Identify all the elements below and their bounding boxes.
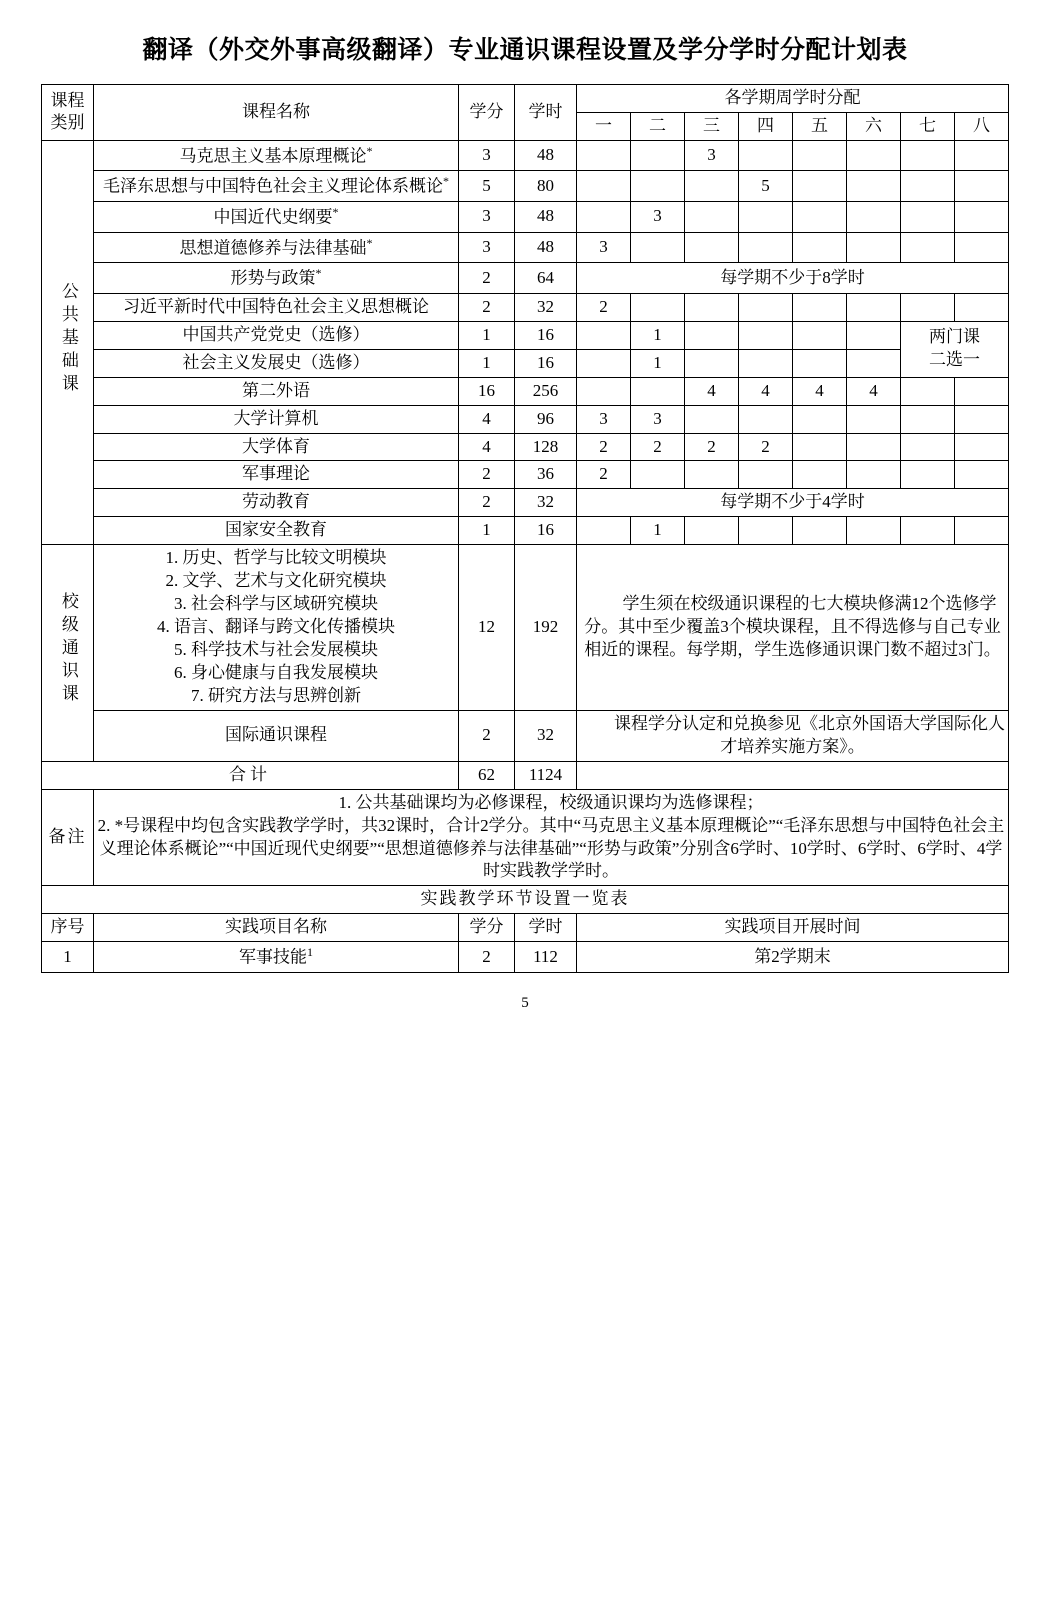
practice-section-title: 实践教学环节设置一览表 xyxy=(42,886,1009,914)
term-cell-4: 2 xyxy=(739,433,793,461)
term-cell-2: 3 xyxy=(631,202,685,233)
table-row xyxy=(42,710,1009,761)
term-cell-6 xyxy=(847,293,901,321)
term-cell-6 xyxy=(847,461,901,489)
table-row xyxy=(42,140,1009,171)
term-cell-4 xyxy=(739,405,793,433)
course-hours: 16 xyxy=(515,517,577,545)
term-cell-3 xyxy=(685,349,739,377)
term-cell-8 xyxy=(955,140,1009,171)
term-cell-6 xyxy=(847,140,901,171)
term-cell-3: 4 xyxy=(685,377,739,405)
course-hours: 192 xyxy=(515,545,577,711)
term-cell-4 xyxy=(739,140,793,171)
star-mark: * xyxy=(332,205,339,220)
term-cell-4 xyxy=(739,293,793,321)
term-cell-3 xyxy=(685,461,739,489)
term-cell-3: 3 xyxy=(685,140,739,171)
elective-pair-note-line2: 二选一 xyxy=(929,350,980,370)
table-row xyxy=(42,263,1009,294)
course-hours: 80 xyxy=(515,171,577,202)
term-cell-5 xyxy=(793,321,847,349)
term-cell-4 xyxy=(739,202,793,233)
term-cell-6 xyxy=(847,349,901,377)
term-cell-1 xyxy=(577,171,631,202)
term-cell-2 xyxy=(631,377,685,405)
term-cell-1: 2 xyxy=(577,293,631,321)
practice-section-title-row xyxy=(42,886,1009,914)
course-credits: 5 xyxy=(459,171,515,202)
term-cell-8 xyxy=(955,377,1009,405)
table-row xyxy=(42,232,1009,263)
term-cell-1 xyxy=(577,140,631,171)
term-cell-3 xyxy=(685,293,739,321)
course-hours: 256 xyxy=(515,377,577,405)
table-row xyxy=(42,405,1009,433)
header-category-line2: 类别 xyxy=(50,113,85,133)
term-cell-3 xyxy=(685,405,739,433)
course-credits: 2 xyxy=(459,293,515,321)
term-cell-7 xyxy=(901,202,955,233)
course-credits: 2 xyxy=(459,263,515,294)
term-cell-5 xyxy=(793,171,847,202)
term-cell-2: 1 xyxy=(631,321,685,349)
practice-credits: 2 xyxy=(459,942,515,973)
term-cell-7 xyxy=(901,461,955,489)
term-cell-2: 1 xyxy=(631,349,685,377)
remark-line-1: 1. 公共基础课均为必修课程，校级通识课均为选修课程； xyxy=(338,792,764,812)
term-cell-1: 3 xyxy=(577,232,631,263)
header-category-line1: 课程 xyxy=(50,90,85,110)
practice-header-hours: 学时 xyxy=(515,914,577,942)
course-credits: 4 xyxy=(459,433,515,461)
elective-pair-note-line1: 两门课 xyxy=(929,327,980,347)
term-cell-5 xyxy=(793,405,847,433)
module-item: 2. 文学、艺术与文化研究模块 xyxy=(165,571,387,591)
course-credits: 16 xyxy=(459,377,515,405)
course-name: 习近平新时代中国特色社会主义思想概论 xyxy=(94,293,459,321)
header-term-3: 三 xyxy=(685,112,739,140)
star-mark: * xyxy=(443,174,449,189)
term-cell-8 xyxy=(955,293,1009,321)
course-hours: 36 xyxy=(515,461,577,489)
practice-time: 第2学期末 xyxy=(577,942,1009,973)
page-title: 翻译（外交外事高级翻译）专业通识课程设置及学分学时分配计划表 xyxy=(142,37,908,64)
module-list xyxy=(94,545,459,711)
course-name: 马克思主义基本原理概论* xyxy=(94,140,459,171)
header-term-5: 五 xyxy=(793,112,847,140)
term-cell-2 xyxy=(631,140,685,171)
term-cell-4 xyxy=(739,321,793,349)
footnote-mark: 1 xyxy=(307,945,313,960)
elective-pair-note xyxy=(901,321,1009,377)
term-cell-7 xyxy=(901,517,955,545)
course-hours: 32 xyxy=(515,710,577,761)
term-cell-2 xyxy=(631,461,685,489)
term-cell-8 xyxy=(955,405,1009,433)
course-name: 国际通识课程 xyxy=(94,710,459,761)
practice-header-credits: 学分 xyxy=(459,914,515,942)
general-education-description: 学生须在校级通识课程的七大模块修满12个选修学分。其中至少覆盖3个模块课程，且不得选修与自己专业相近的课程。每学期，学生选修通识课门数不超过3门。 xyxy=(577,545,1009,711)
term-cell-2: 3 xyxy=(631,405,685,433)
term-cell-5 xyxy=(793,232,847,263)
term-cell-2 xyxy=(631,232,685,263)
term-cell-6: 4 xyxy=(847,377,901,405)
remark-row xyxy=(42,789,1009,886)
course-hours: 64 xyxy=(515,263,577,294)
practice-header-name: 实践项目名称 xyxy=(94,914,459,942)
term-cell-6 xyxy=(847,433,901,461)
course-credits: 2 xyxy=(459,710,515,761)
module-item: 7. 研究方法与思辨创新 xyxy=(191,685,361,705)
term-cell-3 xyxy=(685,321,739,349)
term-cell-1 xyxy=(577,517,631,545)
practice-header-time: 实践项目开展时间 xyxy=(577,914,1009,942)
course-name: 中国近代史纲要* xyxy=(94,202,459,233)
course-name: 形势与政策* xyxy=(94,263,459,294)
term-cell-8 xyxy=(955,232,1009,263)
header-term-4: 四 xyxy=(739,112,793,140)
course-name: 第二外语 xyxy=(94,377,459,405)
course-credits: 12 xyxy=(459,545,515,711)
term-cell-3 xyxy=(685,232,739,263)
term-cell-5 xyxy=(793,349,847,377)
term-span-note: 每学期不少于4学时 xyxy=(577,489,1009,517)
category-public-basic-label: 公共基础课 xyxy=(58,281,78,397)
term-span-note: 每学期不少于8学时 xyxy=(577,263,1009,294)
category-school-general xyxy=(42,545,94,761)
term-cell-1: 2 xyxy=(577,461,631,489)
term-cell-1: 2 xyxy=(577,433,631,461)
term-cell-8 xyxy=(955,461,1009,489)
course-name: 毛泽东思想与中国特色社会主义理论体系概论* xyxy=(94,171,459,202)
course-name: 国家安全教育 xyxy=(94,517,459,545)
term-cell-6 xyxy=(847,171,901,202)
course-hours: 128 xyxy=(515,433,577,461)
course-credits: 3 xyxy=(459,232,515,263)
table-row xyxy=(42,321,1009,349)
total-credits: 62 xyxy=(459,761,515,789)
international-course-description: 课程学分认定和兑换参见《北京外国语大学国际化人才培养实施方案》。 xyxy=(577,710,1009,761)
term-cell-2 xyxy=(631,171,685,202)
table-row xyxy=(42,461,1009,489)
header-term-6: 六 xyxy=(847,112,901,140)
term-cell-1 xyxy=(577,202,631,233)
module-item: 5. 科学技术与社会发展模块 xyxy=(174,640,378,660)
term-cell-5: 4 xyxy=(793,377,847,405)
table-row xyxy=(42,293,1009,321)
course-name: 大学体育 xyxy=(94,433,459,461)
practice-row xyxy=(42,942,1009,973)
practice-header-row xyxy=(42,914,1009,942)
term-cell-3 xyxy=(685,517,739,545)
total-empty xyxy=(577,761,1009,789)
term-cell-5 xyxy=(793,461,847,489)
module-item: 4. 语言、翻译与跨文化传播模块 xyxy=(157,617,395,637)
course-credits: 2 xyxy=(459,461,515,489)
table-row xyxy=(42,202,1009,233)
curriculum-table xyxy=(41,84,1009,973)
term-cell-4 xyxy=(739,461,793,489)
term-cell-4 xyxy=(739,349,793,377)
course-hours: 16 xyxy=(515,349,577,377)
header-term-1: 一 xyxy=(577,112,631,140)
term-cell-7 xyxy=(901,433,955,461)
course-credits: 3 xyxy=(459,140,515,171)
term-cell-4: 5 xyxy=(739,171,793,202)
header-term-2: 二 xyxy=(631,112,685,140)
term-cell-6 xyxy=(847,405,901,433)
table-row xyxy=(42,517,1009,545)
course-name: 军事理论 xyxy=(94,461,459,489)
total-label: 合计 xyxy=(42,761,459,789)
course-name: 大学计算机 xyxy=(94,405,459,433)
header-credits: 学分 xyxy=(459,85,515,141)
practice-header-index: 序号 xyxy=(42,914,94,942)
star-mark: * xyxy=(366,143,373,158)
term-cell-6 xyxy=(847,517,901,545)
course-hours: 96 xyxy=(515,405,577,433)
course-name: 社会主义发展史（选修） xyxy=(94,349,459,377)
total-hours: 1124 xyxy=(515,761,577,789)
term-cell-5 xyxy=(793,433,847,461)
term-cell-8 xyxy=(955,517,1009,545)
header-term-8: 八 xyxy=(955,112,1009,140)
term-cell-7 xyxy=(901,140,955,171)
table-row xyxy=(42,377,1009,405)
course-credits: 3 xyxy=(459,202,515,233)
remark-body xyxy=(94,789,1009,886)
term-cell-1: 3 xyxy=(577,405,631,433)
course-name: 思想道德修养与法律基础* xyxy=(94,232,459,263)
term-cell-7 xyxy=(901,405,955,433)
category-school-general-label: 校级通识课 xyxy=(58,592,78,708)
module-item: 6. 身心健康与自我发展模块 xyxy=(174,662,378,682)
term-cell-8 xyxy=(955,433,1009,461)
term-cell-5 xyxy=(793,517,847,545)
term-cell-7 xyxy=(901,232,955,263)
term-cell-5 xyxy=(793,202,847,233)
term-cell-2: 1 xyxy=(631,517,685,545)
term-cell-4 xyxy=(739,232,793,263)
header-terms-group: 各学期周学时分配 xyxy=(577,85,1009,113)
term-cell-7 xyxy=(901,377,955,405)
table-row xyxy=(42,489,1009,517)
table-row xyxy=(42,433,1009,461)
header-category xyxy=(42,85,94,141)
remark-label: 备注 xyxy=(42,789,94,886)
course-hours: 16 xyxy=(515,321,577,349)
course-hours: 48 xyxy=(515,140,577,171)
course-credits: 1 xyxy=(459,321,515,349)
course-credits: 2 xyxy=(459,489,515,517)
total-row xyxy=(42,761,1009,789)
term-cell-3 xyxy=(685,202,739,233)
practice-hours: 112 xyxy=(515,942,577,973)
term-cell-4 xyxy=(739,517,793,545)
table-row xyxy=(42,349,1009,377)
practice-index: 1 xyxy=(42,942,94,973)
term-cell-5 xyxy=(793,140,847,171)
course-hours: 48 xyxy=(515,232,577,263)
course-credits: 1 xyxy=(459,517,515,545)
category-public-basic xyxy=(42,140,94,544)
term-cell-3 xyxy=(685,171,739,202)
term-cell-7 xyxy=(901,293,955,321)
term-cell-6 xyxy=(847,232,901,263)
term-cell-1 xyxy=(577,377,631,405)
star-mark: * xyxy=(366,235,373,250)
practice-name: 军事技能$^1$ xyxy=(94,942,459,973)
course-name: 中国共产党党史（选修） xyxy=(94,321,459,349)
header-course-name: 课程名称 xyxy=(94,85,459,141)
star-mark: * xyxy=(315,266,322,281)
table-row xyxy=(42,171,1009,202)
remark-line-2: 2. *号课程中均包含实践教学学时，共32课时，合计2学分。其中“马克思主义基本原理概论”“毛泽东思想与中国特色社会主义理论体系概论”“中国近现代史纲要”“思想道德修养与法律基础”“形势与政策”分别含6学时、10学时、6学时、6学时、4学时实践教学学时。 xyxy=(97,815,1005,881)
term-cell-4: 4 xyxy=(739,377,793,405)
term-cell-1 xyxy=(577,321,631,349)
term-cell-8 xyxy=(955,171,1009,202)
term-cell-5 xyxy=(793,293,847,321)
table-header-row xyxy=(42,85,1009,113)
page-number: 5 xyxy=(521,994,529,1011)
term-cell-1 xyxy=(577,349,631,377)
term-cell-7 xyxy=(901,171,955,202)
term-cell-3: 2 xyxy=(685,433,739,461)
term-cell-8 xyxy=(955,202,1009,233)
course-hours: 32 xyxy=(515,293,577,321)
header-term-7: 七 xyxy=(901,112,955,140)
term-cell-6 xyxy=(847,202,901,233)
term-cell-6 xyxy=(847,321,901,349)
course-credits: 1 xyxy=(459,349,515,377)
module-item: 3. 社会科学与区域研究模块 xyxy=(174,594,378,614)
course-hours: 48 xyxy=(515,202,577,233)
course-name: 劳动教育 xyxy=(94,489,459,517)
table-row xyxy=(42,545,1009,711)
course-credits: 4 xyxy=(459,405,515,433)
term-cell-2 xyxy=(631,293,685,321)
module-item: 1. 历史、哲学与比较文明模块 xyxy=(165,548,387,568)
term-cell-2: 2 xyxy=(631,433,685,461)
course-hours: 32 xyxy=(515,489,577,517)
header-hours: 学时 xyxy=(515,85,577,141)
